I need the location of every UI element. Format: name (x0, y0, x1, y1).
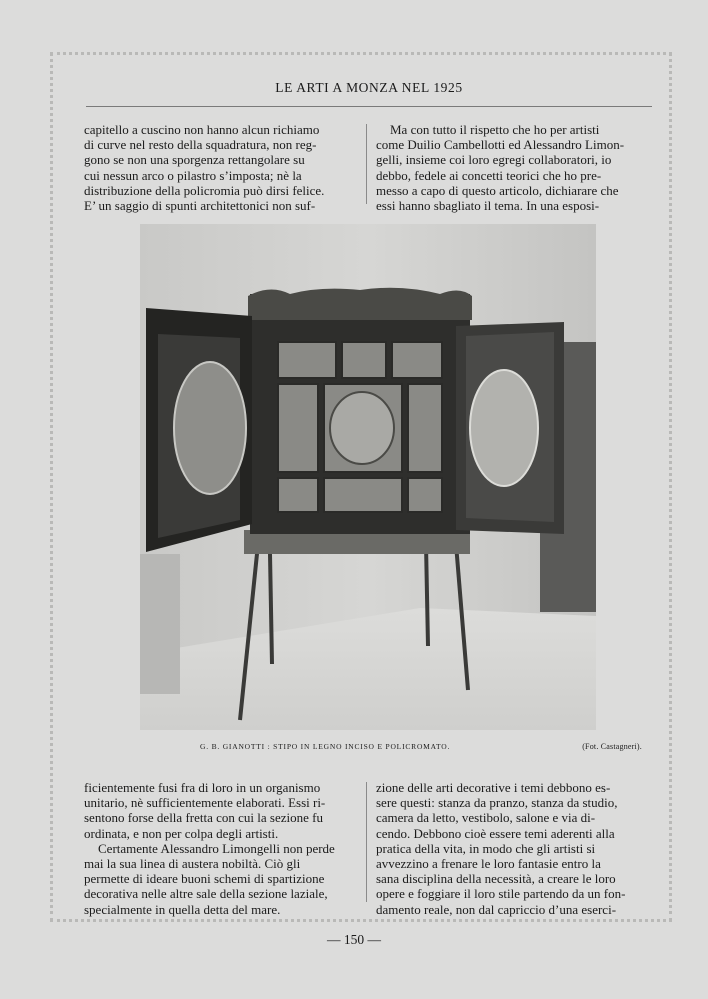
text-column-bottom-left (84, 780, 358, 917)
header-rule (86, 106, 652, 107)
text-line: camera da letto, vestibolo, salone e via di- (376, 810, 596, 826)
text-line: pratica della vita, in modo che gli artisti si (376, 840, 596, 856)
text-line: sere questi: stanza da pranzo, stanza da studio, (376, 795, 618, 811)
text-column-bottom-right (376, 780, 652, 917)
text-line: cui nessun arco o pilastro s’imposta; nè la (84, 167, 302, 183)
text-column-top-right (376, 122, 652, 213)
text-line: opere e foggiare il loro stile partendo da un fon- (376, 886, 626, 902)
text-line: messo a capo di questo articolo, dichiarare che (376, 182, 619, 198)
page-number: — 150 — (327, 932, 381, 947)
column-rule-top (366, 124, 367, 204)
text-line: ficientemente fusi fra di loro in un organismo (84, 780, 321, 795)
text-line: come Duilio Cambellotti ed Alessandro Limon- (376, 137, 625, 153)
cabinet-photo-illustration (140, 224, 596, 730)
text-line: essi hanno sbagliato il tema. In una esposi- (376, 198, 600, 214)
text-line: distribuzione della policromia può dirsi felice. (84, 182, 325, 198)
text-line: ordinata, e non per colpa degli artisti. (84, 825, 279, 841)
column-rule-bottom (366, 782, 367, 902)
running-head: LE ARTI A MONZA NEL 1925 (275, 80, 463, 95)
text-line: E’ un saggio di spunti architettonici non suf- (84, 198, 316, 214)
text-line: permette di ideare buoni schemi di spartizione (84, 871, 325, 887)
text-line: Certamente Alessandro Limongelli non perde (98, 840, 335, 856)
text-line: cendo. Debbono cioè essere temi aderenti alla (376, 825, 615, 841)
text-line: avvezzino a frenare le loro fantasie entro la (376, 856, 601, 872)
text-line: zione delle arti decorative i temi debbono es- (376, 780, 611, 795)
figure-caption (200, 742, 648, 751)
photo-credit: (Fot. Castagneri). (582, 742, 642, 751)
text-line: specialmente in quella detta del mare. (84, 901, 281, 917)
text-line: gono se non una sporgenza rettangolare su (84, 152, 305, 168)
text-line: di curve nel resto della squadratura, non reg- (84, 137, 317, 153)
text-line: sana disciplina della necessità, a creare le loro (376, 871, 616, 887)
text-line: mai la sua linea di austera nobiltà. Ciò gli (84, 856, 301, 872)
text-line: debbo, fedele ai concetti teorici che ho pre- (376, 167, 602, 183)
text-line: decorativa nelle altre sale della sezione laziale, (84, 886, 328, 902)
text-line: unitario, nè sufficientemente elaborati. Essi ri- (84, 795, 326, 811)
caption-text: G. B. GIANOTTI : STIPO IN LEGNO INCISO E POLICROMATO. (200, 742, 451, 751)
text-line: sentono forse della fretta con cui la sezione fu (84, 810, 323, 826)
text-line: damento reale, non dal capriccio d’una eserci- (376, 901, 617, 917)
text-line: Ma con tutto il rispetto che ho per artisti (390, 122, 600, 137)
text-line: capitello a cuscino non hanno alcun richiamo (84, 122, 320, 137)
text-line: gelli, insieme coi loro egregi collaboratori, io (376, 152, 612, 168)
text-column-top-left (84, 122, 358, 213)
cabinet-photograph (140, 224, 596, 730)
